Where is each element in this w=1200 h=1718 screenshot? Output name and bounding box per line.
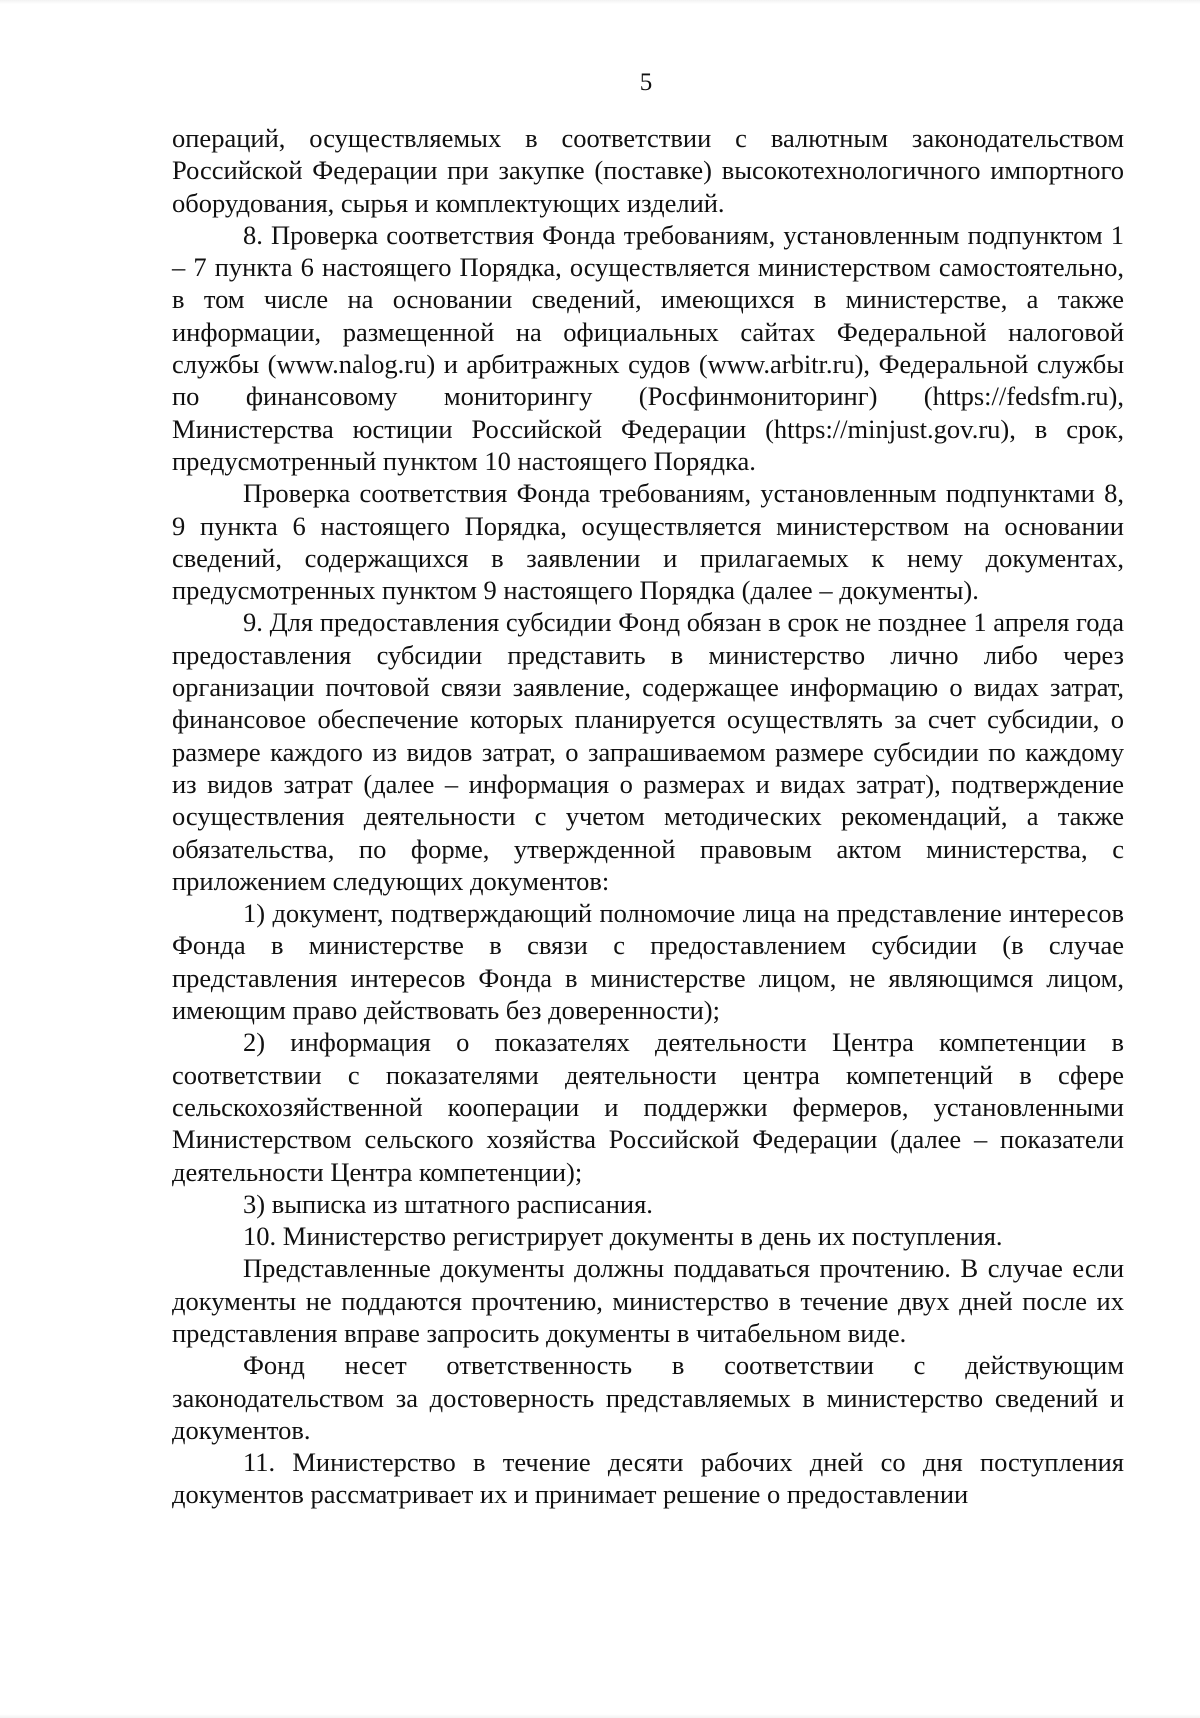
paragraph-responsibility: Фонд несет ответственность в соответствии с действующим законодательством за достоверность представляемых в министерство сведений и документов. — [172, 1350, 1124, 1445]
paragraph-item-9: 9. Для предоставления субсидии Фонд обязан в срок не позднее 1 апреля года предоставления субсидии представить в министерство лично либо через организации почтовой связи заявление, содержащее информацию о видах затрат, финансовое обеспечение которых планируется осуществлять за счет субсидии, о размере каждого из видов затрат, о запрашиваемом размере субсидии по каждому из видов затрат (далее – информация о размерах и видах затрат), подтверждение осуществления деятельности с учетом методических рекомендаций, а также обязательства, по форме, утвержденной правовым актом министерства, с приложением следующих документов: — [172, 607, 1124, 896]
scan-edge-bottom — [0, 1714, 1200, 1718]
paragraph-item-8-check: Проверка соответствия Фонда требованиям, установленным подпунктами 8, 9 пункта 6 настоящего Порядка, осуществляется министерством на основании сведений, содержащихся в заявлении и прилагаемых к нему документах, предусмотренных пунктом 9 настоящего Порядка (далее – документы). — [172, 478, 1124, 606]
paragraph-item-11: 11. Министерство в течение десяти рабочих дней со дня поступления документов рассматривает их и принимает решение о предоставлении — [172, 1447, 1124, 1510]
scan-edge-top — [0, 0, 1200, 4]
paragraph-subitem-3: 3) выписка из штатного расписания. — [243, 1188, 653, 1219]
paragraph-item-10: 10. Министерство регистрирует документы в день их поступления. — [243, 1221, 1003, 1252]
paragraph-item-8: 8. Проверка соответствия Фонда требованиям, установленным подпунктом 1 – 7 пункта 6 настоящего Порядка, осуществляется министерством самостоятельно, в том числе на основании сведений, имеющихся в министерстве, а также информации, размещенной на официальных сайтах Федеральной налоговой службы (www.nalog.ru) и арбитражных судов (www.arbitr.ru), Федеральной службы по финансовому мониторингу (Росфинмониторинг) (https://fedsfm.ru), Министерства юстиции Российской Федерации (https://minjust.gov.ru), в срок, предусмотренный пунктом 10 настоящего Порядка. — [172, 219, 1124, 476]
paragraph-continuation: операций, осуществляемых в соответствии с валютным законодательством Российской Федерации при закупке (поставке) высокотехнологичного импортного оборудования, сырья и комплектующих изделий. — [172, 123, 1124, 218]
document-body — [172, 122, 1124, 1511]
paragraph-subitem-2: 2) информация о показателях деятельности Центра компетенции в соответствии с показателями деятельности центра компетенций в сфере сельскохозяйственной кооперации и поддержки фермеров, установленными Министерством сельского хозяйства Российской Федерации (далее – показатели деятельности Центра компетенции); — [172, 1027, 1124, 1187]
paragraph-subitem-1: 1) документ, подтверждающий полномочие лица на представление интересов Фонда в министерстве в связи с предоставлением субсидии (в случае представления интересов Фонда в министерстве лицом, не являющимся лицом, имеющим право действовать без доверенности); — [172, 898, 1124, 1026]
page-number: 5 — [639, 69, 653, 96]
paragraph-readability: Представленные документы должны поддаваться прочтению. В случае если документы не поддаются прочтению, министерство в течение двух дней после их представления вправе запросить документы в читабельном виде. — [172, 1253, 1124, 1348]
